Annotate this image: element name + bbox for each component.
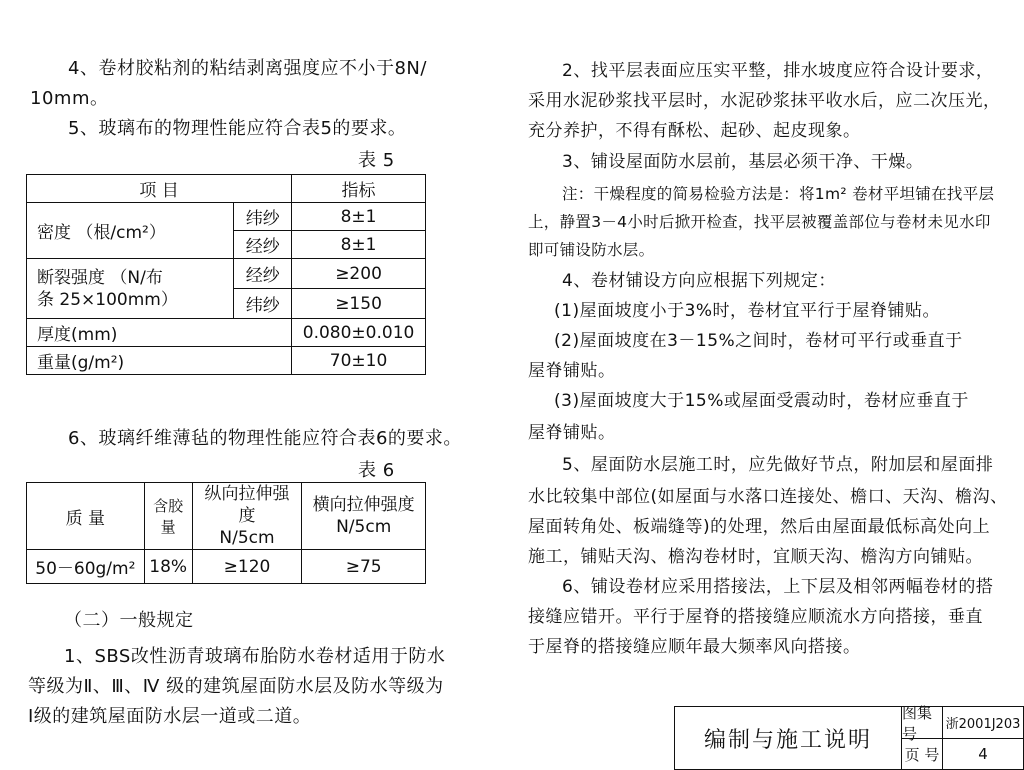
page-label: 页 号 (901, 738, 943, 770)
rule-2-cont: 屋脊铺贴。 (528, 361, 616, 381)
table-5 (26, 174, 426, 375)
paragraph-5r: 5、屋面防水层施工时，应先做好节点，附加层和屋面排 (562, 455, 994, 475)
table5-cell: ≥150 (292, 289, 426, 319)
table6-cell: 18% (144, 550, 192, 584)
paragraph-2: 2、找平层表面应压实平整，排水坡度应符合设计要求， (562, 61, 994, 81)
table-6 (26, 482, 426, 584)
section-general: （二）一般规定 (64, 610, 194, 631)
atlas-number: 浙2001J203 (942, 706, 1024, 739)
table5-weight-label: 重量(g/m²) (27, 347, 292, 375)
table6-header-long-line1: 纵向拉伸强度 (204, 484, 290, 526)
table6-header-quality: 质 量 (27, 483, 145, 550)
paragraph-5r-cont: 施工，铺贴天沟、檐沟卷材时，宜顺天沟、檐沟方向铺贴。 (528, 547, 983, 567)
atlas-label: 图集号 (901, 706, 943, 739)
table5-thickness-label: 厚度(mm) (27, 319, 292, 347)
paragraph-4-cont: 10mm。 (30, 88, 109, 109)
paragraph-3: 3、铺设屋面防水层前，基层必须干净、干燥。 (562, 152, 924, 172)
rule-1: (1)屋面坡度小于3%时，卷材宜平行于屋脊铺贴。 (554, 301, 941, 321)
table5-strength-label (27, 259, 234, 319)
paragraph-5: 5、玻璃布的物理性能应符合表5的要求。 (68, 118, 407, 139)
table5-density-label: 密度 （根/cm²） (27, 203, 234, 259)
table5-cell: 经纱 (234, 259, 292, 289)
table5-header-index: 指标 (292, 175, 426, 203)
paragraph-4r: 4、卷材铺设方向应根据下列规定： (562, 271, 836, 291)
table5-cell: 8±1 (292, 203, 426, 231)
table6-caption: 表 6 (358, 460, 395, 481)
table5-thickness-value: 0.080±0.010 (292, 319, 426, 347)
paragraph-6: 6、玻璃纤维薄毡的物理性能应符合表6的要求。 (68, 428, 462, 449)
rule-3-cont: 屋脊铺贴。 (528, 423, 616, 443)
paragraph-2-cont: 采用水泥砂浆找平层时，水泥砂浆抹平收水后，应二次压光， (528, 91, 1001, 111)
title-block (674, 703, 1024, 770)
table5-cell: 8±1 (292, 231, 426, 259)
table5-strength-label-line2: 条 25×100mm） (37, 289, 178, 310)
rule-2: (2)屋面坡度在3－15%之间时，卷材可平行或垂直于 (554, 331, 963, 351)
table5-cell: 纬纱 (234, 289, 292, 319)
paragraph-2-cont: 充分养护，不得有酥松、起砂、起皮现象。 (528, 121, 861, 141)
table6-cell: 50－60g/m² (27, 550, 145, 584)
table6-header-glue: 含胶量 (144, 483, 192, 550)
table6-header-trans (302, 483, 426, 550)
note-line: 即可铺设防水层。 (528, 241, 655, 259)
table6-cell: ≥120 (192, 550, 302, 584)
paragraph-6r-cont: 于屋脊的搭接缝应顺年最大频率风向搭接。 (528, 637, 861, 657)
table5-header-item: 项 目 (27, 175, 292, 203)
paragraph-4: 4、卷材胶粘剂的粘结剥离强度应不小于8N/ (68, 58, 427, 79)
table6-header-long (192, 483, 302, 550)
table5-strength-label-line1: 断裂强度 （N/布 (37, 267, 163, 288)
general-line: 等级为Ⅱ、Ⅲ、Ⅳ 级的建筑屋面防水层及防水等级为 (28, 676, 444, 697)
paragraph-6r-cont: 接缝应错开。平行于屋脊的搭接缝应顺流水方向搭接，垂直 (528, 607, 983, 627)
table6-header-trans-line2: N/5cm (336, 517, 392, 537)
note-line: 上，静置3－4小时后掀开检查，找平层被覆盖部位与卷材未见水印 (528, 213, 991, 231)
paragraph-5r-cont: 屋面转角处、板端缝等)的处理，然后由屋面最低标高处向上 (528, 517, 991, 537)
table5-weight-value: 70±10 (292, 347, 426, 375)
table5-cell: 经纱 (234, 231, 292, 259)
table5-cell: 纬纱 (234, 203, 292, 231)
table5-cell: ≥200 (292, 259, 426, 289)
table6-header-long-line2: N/5cm (219, 528, 275, 548)
table6-cell: ≥75 (302, 550, 426, 584)
page-number: 4 (942, 738, 1024, 770)
table5-caption: 表 5 (358, 150, 395, 171)
general-line: Ⅰ级的建筑屋面防水层一道或二道。 (28, 706, 312, 727)
paragraph-5r-cont: 水比较集中部位(如屋面与水落口连接处、檐口、天沟、檐沟、 (528, 487, 1008, 507)
drawing-title: 编制与施工说明 (674, 706, 902, 770)
table6-header-trans-line1: 横向拉伸强度 (312, 495, 415, 515)
paragraph-6r: 6、铺设卷材应采用搭接法，上下层及相邻两幅卷材的搭 (562, 577, 994, 597)
rule-3: (3)屋面坡度大于15%或屋面受震动时，卷材应垂直于 (554, 391, 969, 411)
general-line: 1、SBS改性沥青玻璃布胎防水卷材适用于防水 (64, 646, 446, 667)
note-line: 注：干燥程度的简易检验方法是：将1m² 卷材平坦铺在找平层 (562, 185, 995, 203)
